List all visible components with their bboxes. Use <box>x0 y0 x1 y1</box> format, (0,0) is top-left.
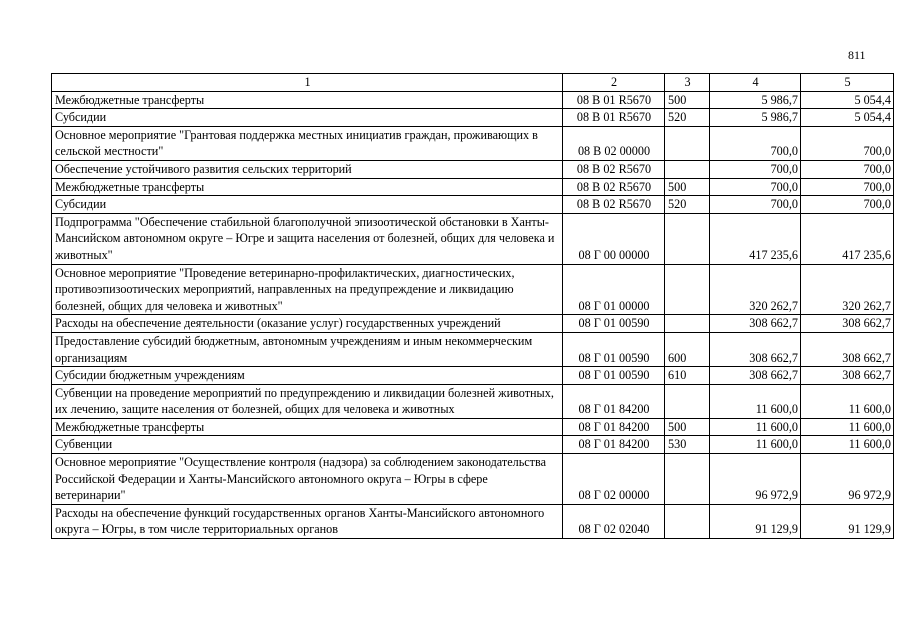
row-value-col4-cell: 91 129,9 <box>710 504 801 538</box>
row-name-cell: Основное мероприятие "Осуществление контроля (надзора) за соблюдением законодательства Российской Федерации и Ханты-Мансийского автономного округа – Югры в сфере ветеринарии" <box>52 454 563 505</box>
row-value-col5-cell: 700,0 <box>801 160 894 178</box>
row-name-cell: Субсидии <box>52 109 563 127</box>
row-name-cell: Межбюджетные трансферты <box>52 91 563 109</box>
row-value-col4-cell: 5 986,7 <box>710 91 801 109</box>
row-code-cell: 08 В 02 R5670 <box>563 178 665 196</box>
header-col-1: 1 <box>52 74 563 92</box>
row-value-col5-cell: 417 235,6 <box>801 213 894 264</box>
row-type-cell: 530 <box>665 436 710 454</box>
table-row <box>52 213 894 264</box>
row-value-col5-cell: 308 662,7 <box>801 332 894 366</box>
table-row <box>52 196 894 214</box>
row-code-cell: 08 Г 02 02040 <box>563 504 665 538</box>
row-value-col4-cell: 700,0 <box>710 196 801 214</box>
row-type-cell <box>665 315 710 333</box>
table-row <box>52 315 894 333</box>
table-row <box>52 126 894 160</box>
row-name-cell: Расходы на обеспечение деятельности (оказание услуг) государственных учреждений <box>52 315 563 333</box>
row-value-col4-cell: 96 972,9 <box>710 454 801 505</box>
row-type-cell: 610 <box>665 367 710 385</box>
row-value-col5-cell: 700,0 <box>801 196 894 214</box>
row-value-col5-cell: 96 972,9 <box>801 454 894 505</box>
row-type-cell: 500 <box>665 91 710 109</box>
row-type-cell: 500 <box>665 418 710 436</box>
row-value-col5-cell: 308 662,7 <box>801 367 894 385</box>
table-row <box>52 454 894 505</box>
row-code-cell: 08 Г 01 00000 <box>563 264 665 315</box>
header-col-3: 3 <box>665 74 710 92</box>
table-row <box>52 332 894 366</box>
row-value-col5-cell: 320 262,7 <box>801 264 894 315</box>
table-header-row <box>52 74 894 92</box>
table-row <box>52 367 894 385</box>
row-type-cell <box>665 126 710 160</box>
table-row <box>52 418 894 436</box>
row-name-cell: Субсидии <box>52 196 563 214</box>
table-row <box>52 384 894 418</box>
row-name-cell: Субсидии бюджетным учреждениям <box>52 367 563 385</box>
row-name-cell: Основное мероприятие "Грантовая поддержка местных инициатив граждан, проживающих в сельской местности" <box>52 126 563 160</box>
row-code-cell: 08 Г 01 84200 <box>563 384 665 418</box>
row-name-cell: Субвенции на проведение мероприятий по предупреждению и ликвидации болезней животных, их лечению, защите населения от болезней, общих для человека и животных <box>52 384 563 418</box>
row-name-cell: Межбюджетные трансферты <box>52 178 563 196</box>
row-type-cell <box>665 264 710 315</box>
row-value-col4-cell: 11 600,0 <box>710 384 801 418</box>
row-value-col5-cell: 700,0 <box>801 126 894 160</box>
row-value-col4-cell: 308 662,7 <box>710 332 801 366</box>
table-row <box>52 91 894 109</box>
row-value-col4-cell: 417 235,6 <box>710 213 801 264</box>
row-code-cell: 08 В 02 R5670 <box>563 160 665 178</box>
row-code-cell: 08 Г 02 00000 <box>563 454 665 505</box>
row-type-cell <box>665 384 710 418</box>
row-code-cell: 08 Г 01 00590 <box>563 332 665 366</box>
row-code-cell: 08 Г 01 84200 <box>563 436 665 454</box>
row-name-cell: Субвенции <box>52 436 563 454</box>
row-value-col4-cell: 320 262,7 <box>710 264 801 315</box>
row-code-cell: 08 В 02 R5670 <box>563 196 665 214</box>
row-code-cell: 08 В 02 00000 <box>563 126 665 160</box>
row-value-col4-cell: 700,0 <box>710 178 801 196</box>
page-number: 811 <box>848 48 866 62</box>
row-value-col4-cell: 11 600,0 <box>710 418 801 436</box>
row-value-col5-cell: 11 600,0 <box>801 418 894 436</box>
row-value-col5-cell: 700,0 <box>801 178 894 196</box>
row-value-col5-cell: 5 054,4 <box>801 91 894 109</box>
header-col-2: 2 <box>563 74 665 92</box>
table-row <box>52 504 894 538</box>
row-value-col5-cell: 5 054,4 <box>801 109 894 127</box>
table-row <box>52 109 894 127</box>
row-code-cell: 08 В 01 R5670 <box>563 109 665 127</box>
budget-table <box>51 73 894 539</box>
row-code-cell: 08 Г 01 00590 <box>563 367 665 385</box>
row-value-col4-cell: 700,0 <box>710 126 801 160</box>
row-type-cell <box>665 160 710 178</box>
table-row <box>52 160 894 178</box>
row-value-col5-cell: 91 129,9 <box>801 504 894 538</box>
row-code-cell: 08 В 01 R5670 <box>563 91 665 109</box>
header-col-4: 4 <box>710 74 801 92</box>
row-value-col5-cell: 11 600,0 <box>801 436 894 454</box>
row-type-cell: 520 <box>665 109 710 127</box>
row-name-cell: Расходы на обеспечение функций государственных органов Ханты-Мансийского автономного округа – Югры, в том числе территориальных органов <box>52 504 563 538</box>
row-value-col4-cell: 11 600,0 <box>710 436 801 454</box>
row-value-col4-cell: 700,0 <box>710 160 801 178</box>
table-row <box>52 436 894 454</box>
table-row <box>52 178 894 196</box>
row-value-col4-cell: 308 662,7 <box>710 367 801 385</box>
row-value-col4-cell: 308 662,7 <box>710 315 801 333</box>
row-type-cell <box>665 454 710 505</box>
row-value-col4-cell: 5 986,7 <box>710 109 801 127</box>
row-name-cell: Основное мероприятие "Проведение ветеринарно-профилактических, диагностических, противоэпизоотических мероприятий, направленных на предупреждение и ликвидацию болезней, общих для человека и животных" <box>52 264 563 315</box>
row-name-cell: Подпрограмма "Обеспечение стабильной благополучной эпизоотической обстановки в Ханты-Мансийском автономном округе – Югре и защита населения от болезней, общих для человека и животных" <box>52 213 563 264</box>
row-name-cell: Предоставление субсидий бюджетным, автономным учреждениям и иным некоммерческим организациям <box>52 332 563 366</box>
row-type-cell <box>665 504 710 538</box>
row-type-cell: 520 <box>665 196 710 214</box>
row-code-cell: 08 Г 00 00000 <box>563 213 665 264</box>
header-col-5: 5 <box>801 74 894 92</box>
row-type-cell <box>665 213 710 264</box>
row-type-cell: 600 <box>665 332 710 366</box>
row-value-col5-cell: 308 662,7 <box>801 315 894 333</box>
row-value-col5-cell: 11 600,0 <box>801 384 894 418</box>
row-type-cell: 500 <box>665 178 710 196</box>
row-name-cell: Обеспечение устойчивого развития сельских территорий <box>52 160 563 178</box>
row-name-cell: Межбюджетные трансферты <box>52 418 563 436</box>
row-code-cell: 08 Г 01 00590 <box>563 315 665 333</box>
row-code-cell: 08 Г 01 84200 <box>563 418 665 436</box>
table-row <box>52 264 894 315</box>
